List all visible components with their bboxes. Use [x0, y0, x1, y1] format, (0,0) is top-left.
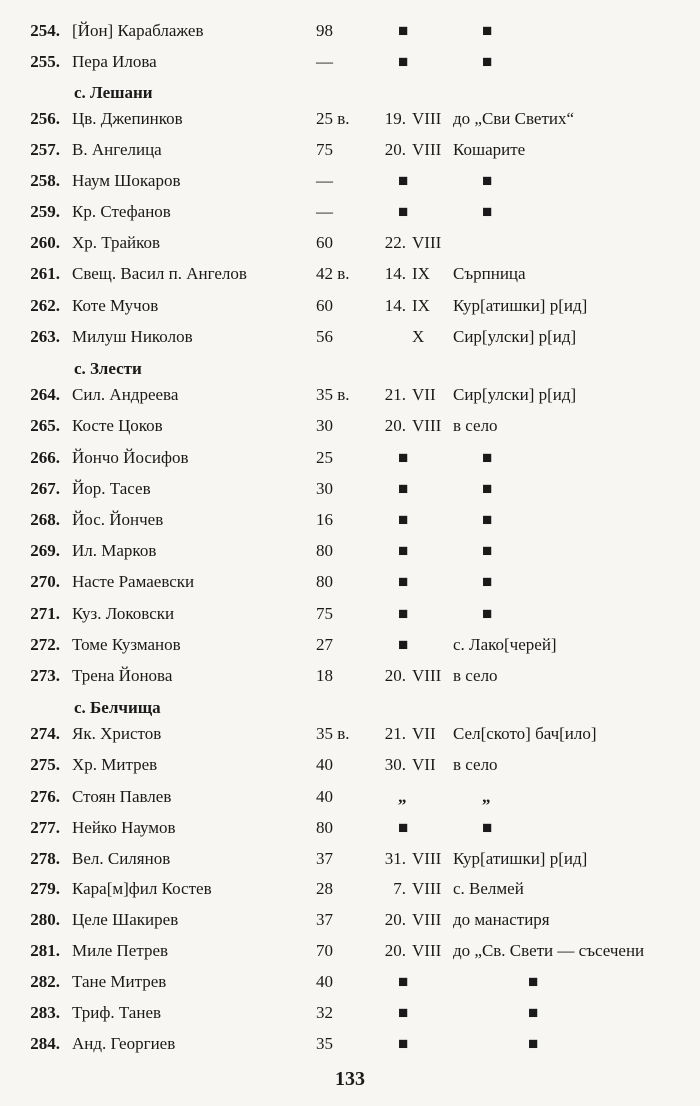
- ditto-mark: ■: [528, 1003, 539, 1022]
- person-name: Йор. Тасев: [72, 479, 151, 498]
- death-place: Сел[ското] бач[ило]: [453, 724, 597, 743]
- death-month: VIII: [412, 109, 442, 128]
- record-row: [0, 969, 700, 995]
- death-month: VIII: [412, 666, 442, 685]
- person-age: 25 в.: [316, 109, 350, 128]
- person-age: 27: [316, 635, 333, 654]
- person-name: Томе Кузманов: [72, 635, 181, 654]
- record-number: 262.: [30, 296, 60, 315]
- record-number: 255.: [30, 52, 60, 71]
- death-place: с. Велмей: [453, 879, 524, 898]
- ditto-mark: ■: [398, 21, 409, 40]
- death-month: VII: [412, 724, 436, 743]
- death-day: 20.: [384, 910, 406, 929]
- death-place: до манастиря: [453, 910, 550, 929]
- person-age: 35 в.: [316, 724, 350, 743]
- record-number: 278.: [30, 849, 60, 868]
- record-row: [0, 324, 700, 350]
- person-name: Тане Митрев: [72, 972, 167, 991]
- person-age: 40: [316, 787, 333, 806]
- record-number: 282.: [30, 972, 60, 991]
- death-day: 19.: [384, 109, 406, 128]
- death-day: 30.: [384, 755, 406, 774]
- record-number: 266.: [30, 448, 60, 467]
- person-name: Миле Петрев: [72, 941, 169, 960]
- death-place: Кур[атишки] р[ид]: [453, 849, 588, 868]
- death-day: 22.: [384, 233, 406, 252]
- record-number: 267.: [30, 479, 60, 498]
- ditto-mark: ■: [482, 818, 493, 837]
- person-name: Целе Шакирев: [72, 910, 179, 929]
- village-heading-row: [0, 356, 700, 382]
- death-place: Сир[улски] р[ид]: [453, 327, 577, 346]
- death-place: Кур[атишки] р[ид]: [453, 296, 588, 315]
- person-age: 60: [316, 233, 333, 252]
- person-name: Йос. Йончев: [72, 510, 164, 529]
- ditto-mark: ■: [528, 972, 539, 991]
- record-number: 277.: [30, 818, 60, 837]
- death-day: 7.: [393, 879, 406, 898]
- ditto-mark: ■: [482, 479, 493, 498]
- record-row: [0, 1031, 700, 1057]
- ditto-mark: „: [398, 787, 407, 806]
- record-row: [0, 907, 700, 933]
- person-name: Нейко Наумов: [72, 818, 176, 837]
- record-row: [0, 663, 700, 689]
- person-age: 42 в.: [316, 264, 350, 283]
- ditto-mark: ■: [398, 1034, 409, 1053]
- death-day: 20.: [384, 416, 406, 435]
- record-row: [0, 199, 700, 225]
- record-row: [0, 815, 700, 841]
- death-day: 20.: [384, 666, 406, 685]
- person-age: 35 в.: [316, 385, 350, 404]
- death-day: 20.: [384, 941, 406, 960]
- record-row: [0, 601, 700, 627]
- record-number: 280.: [30, 910, 60, 929]
- record-row: [0, 752, 700, 778]
- record-row: [0, 18, 700, 44]
- record-row: [0, 230, 700, 256]
- person-name: Коте Мучов: [72, 296, 159, 315]
- death-place: Сир[улски] р[ид]: [453, 385, 577, 404]
- record-row: [0, 168, 700, 194]
- person-age: 30: [316, 416, 333, 435]
- person-name: Кр. Стефанов: [72, 202, 171, 221]
- record-number: 269.: [30, 541, 60, 560]
- record-number: 264.: [30, 385, 60, 404]
- record-number: 256.: [30, 109, 60, 128]
- person-name: Хр. Трайков: [72, 233, 161, 252]
- death-month: VIII: [412, 941, 442, 960]
- death-day: 21.: [384, 385, 406, 404]
- ditto-mark: ■: [398, 972, 409, 991]
- person-age: 32: [316, 1003, 333, 1022]
- record-row: [0, 538, 700, 564]
- ditto-mark: ■: [398, 171, 409, 190]
- ditto-mark: ■: [398, 448, 409, 467]
- record-row: [0, 382, 700, 408]
- death-place: Сърпница: [453, 264, 526, 283]
- person-name: Сил. Андреева: [72, 385, 179, 404]
- ditto-mark: ■: [482, 572, 493, 591]
- record-number: 257.: [30, 140, 60, 159]
- record-row: [0, 569, 700, 595]
- person-age: 30: [316, 479, 333, 498]
- record-row: [0, 445, 700, 471]
- death-month: VIII: [412, 416, 442, 435]
- death-place: до „Сви Светих“: [453, 109, 575, 128]
- person-age: 37: [316, 849, 333, 868]
- record-number: 284.: [30, 1034, 60, 1053]
- record-row: [0, 784, 700, 810]
- ditto-mark: ■: [398, 572, 409, 591]
- person-name: Ил. Марков: [72, 541, 157, 560]
- death-day: 14.: [384, 296, 406, 315]
- person-age: 60: [316, 296, 333, 315]
- person-name: Трена Йонова: [72, 666, 173, 685]
- record-number: 275.: [30, 755, 60, 774]
- person-age: 75: [316, 604, 333, 623]
- record-number: 261.: [30, 264, 60, 283]
- village-heading: с. Злести: [74, 359, 142, 378]
- record-row: [0, 846, 700, 872]
- person-age: 80: [316, 818, 333, 837]
- person-name: Кара[м]фил Костев: [72, 879, 212, 898]
- death-month: IX: [412, 264, 430, 283]
- record-row: [0, 137, 700, 163]
- person-name: Стоян Павлев: [72, 787, 172, 806]
- person-age: —: [316, 171, 333, 190]
- ditto-mark: ■: [398, 818, 409, 837]
- death-month: VIII: [412, 879, 442, 898]
- ditto-mark: „: [482, 787, 491, 806]
- ditto-mark: ■: [398, 52, 409, 71]
- person-name: Анд. Георгиев: [72, 1034, 176, 1053]
- village-heading: с. Белчища: [74, 698, 161, 717]
- record-row: [0, 49, 700, 75]
- person-age: 40: [316, 755, 333, 774]
- person-name: Насте Рамаевски: [72, 572, 195, 591]
- person-name: В. Ангелица: [72, 140, 162, 159]
- death-month: VIII: [412, 233, 442, 252]
- ditto-mark: ■: [482, 171, 493, 190]
- death-month: VIII: [412, 910, 442, 929]
- record-row: [0, 938, 700, 964]
- record-number: 276.: [30, 787, 60, 806]
- death-day: 21.: [384, 724, 406, 743]
- person-name: Пера Илова: [72, 52, 157, 71]
- person-age: 80: [316, 572, 333, 591]
- ditto-mark: ■: [482, 604, 493, 623]
- record-row: [0, 261, 700, 287]
- death-place: в село: [453, 416, 498, 435]
- ditto-mark: ■: [398, 635, 409, 654]
- ditto-mark: ■: [482, 202, 493, 221]
- record-number: 263.: [30, 327, 60, 346]
- death-month: VIII: [412, 140, 442, 159]
- person-age: 25: [316, 448, 333, 467]
- person-name: [Йон] Караблажев: [72, 21, 204, 40]
- death-place: Кошарите: [453, 140, 526, 159]
- page-number: 133: [335, 1068, 365, 1090]
- death-day: 20.: [384, 140, 406, 159]
- person-age: 37: [316, 910, 333, 929]
- ditto-mark: ■: [398, 604, 409, 623]
- person-age: 40: [316, 972, 333, 991]
- person-age: —: [316, 202, 333, 221]
- record-number: 279.: [30, 879, 60, 898]
- record-row: [0, 632, 700, 658]
- death-place: в село: [453, 666, 498, 685]
- record-number: 281.: [30, 941, 60, 960]
- record-number: 272.: [30, 635, 60, 654]
- record-row: [0, 293, 700, 319]
- person-age: 16: [316, 510, 333, 529]
- ditto-mark: ■: [482, 510, 493, 529]
- death-place: с. Лако[черей]: [453, 635, 557, 654]
- record-number: 273.: [30, 666, 60, 685]
- death-day: 14.: [384, 264, 406, 283]
- record-row: [0, 721, 700, 747]
- record-number: 283.: [30, 1003, 60, 1022]
- death-month: IX: [412, 296, 430, 315]
- person-name: Цв. Джепинков: [72, 109, 183, 128]
- person-age: 18: [316, 666, 333, 685]
- record-row: [0, 476, 700, 502]
- ditto-mark: ■: [398, 510, 409, 529]
- record-number: 274.: [30, 724, 60, 743]
- person-name: Вел. Силянов: [72, 849, 171, 868]
- person-name: Куз. Локовски: [72, 604, 175, 623]
- record-row: [0, 1000, 700, 1026]
- person-name: Як. Христов: [72, 724, 162, 743]
- record-number: 254.: [30, 21, 60, 40]
- death-day: 31.: [384, 849, 406, 868]
- person-name: Свещ. Васил п. Ангелов: [72, 264, 247, 283]
- death-place: в село: [453, 755, 498, 774]
- person-name: Триф. Танев: [72, 1003, 162, 1022]
- record-row: [0, 106, 700, 132]
- ditto-mark: ■: [482, 448, 493, 467]
- record-row: [0, 413, 700, 439]
- death-place: до „Св. Свети — съсечени: [453, 941, 645, 960]
- death-month: VII: [412, 385, 436, 404]
- person-name: Хр. Митрев: [72, 755, 158, 774]
- ditto-mark: ■: [482, 541, 493, 560]
- record-number: 271.: [30, 604, 60, 623]
- village-heading-row: [0, 695, 700, 721]
- record-row: [0, 876, 700, 902]
- person-age: 75: [316, 140, 333, 159]
- ditto-mark: ■: [482, 21, 493, 40]
- person-name: Косте Цоков: [72, 416, 163, 435]
- record-number: 258.: [30, 171, 60, 190]
- person-name: Наум Шокаров: [72, 171, 181, 190]
- person-age: 28: [316, 879, 333, 898]
- person-age: 70: [316, 941, 333, 960]
- death-month: X: [412, 327, 425, 346]
- death-month: VIII: [412, 849, 442, 868]
- record-number: 270.: [30, 572, 60, 591]
- person-age: 80: [316, 541, 333, 560]
- person-age: 98: [316, 21, 333, 40]
- village-heading-row: [0, 80, 700, 106]
- person-age: 56: [316, 327, 333, 346]
- ditto-mark: ■: [398, 541, 409, 560]
- person-name: Милуш Николов: [72, 327, 193, 346]
- record-row: [0, 507, 700, 533]
- record-number: 260.: [30, 233, 60, 252]
- ditto-mark: ■: [398, 1003, 409, 1022]
- person-name: Йончо Йосифов: [72, 448, 189, 467]
- ditto-mark: ■: [528, 1034, 539, 1053]
- ditto-mark: ■: [398, 479, 409, 498]
- record-number: 268.: [30, 510, 60, 529]
- person-age: 35: [316, 1034, 333, 1053]
- record-number: 265.: [30, 416, 60, 435]
- record-number: 259.: [30, 202, 60, 221]
- village-heading: с. Лешани: [74, 83, 153, 102]
- death-month: VII: [412, 755, 436, 774]
- person-age: —: [316, 52, 333, 71]
- ditto-mark: ■: [482, 52, 493, 71]
- ditto-mark: ■: [398, 202, 409, 221]
